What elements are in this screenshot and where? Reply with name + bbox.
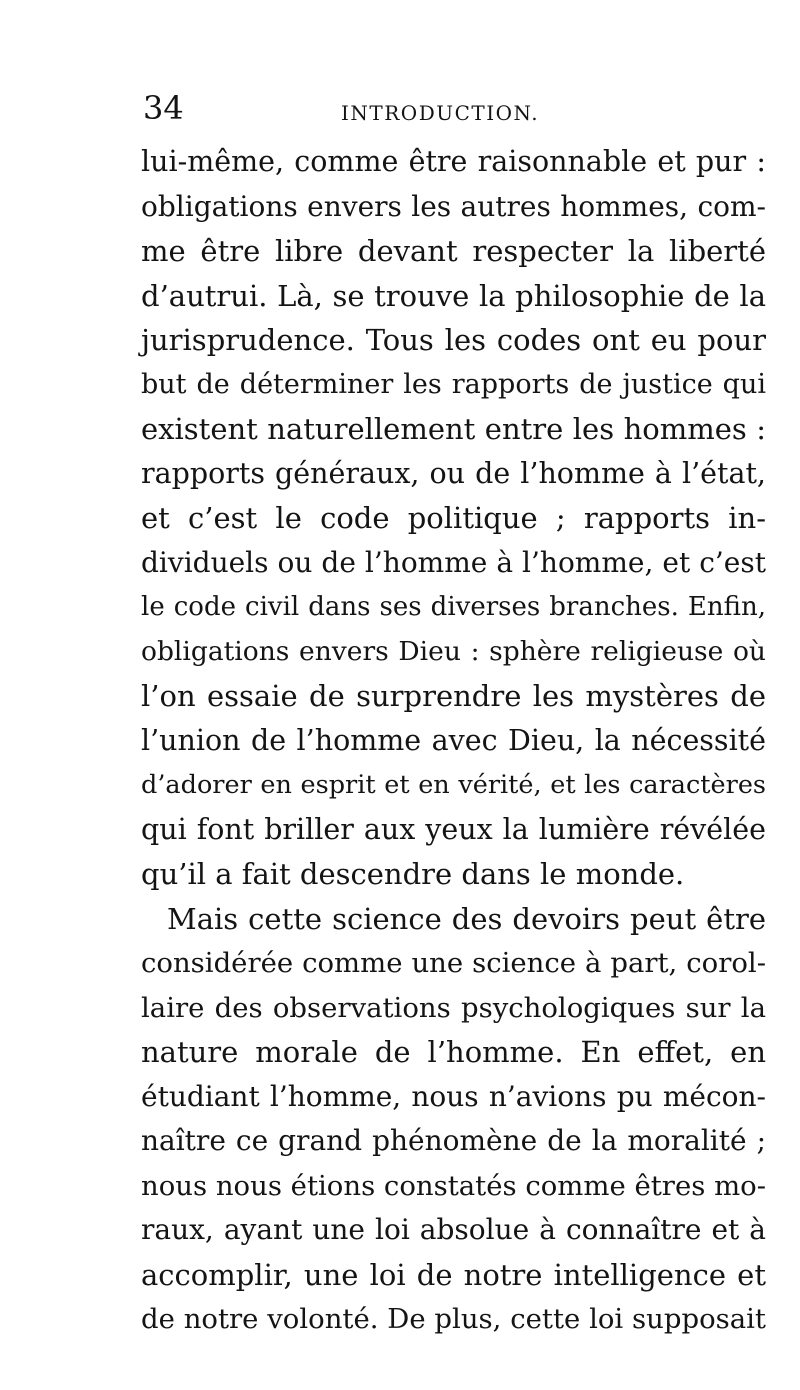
text-line: obligations envers Dieu : sphère religieuse où bbox=[141, 635, 766, 667]
text-line: d’adorer en esprit et en vérité, et les caractères bbox=[141, 770, 766, 800]
page-number: 34 bbox=[143, 89, 184, 127]
page-header bbox=[143, 88, 743, 132]
text-line: qui font briller aux yeux la lumière révélée bbox=[141, 812, 766, 846]
text-line: raux, ayant une loi absolue à connaître et à bbox=[141, 1213, 766, 1246]
text-line: et c’est le code politique ; rapports in- bbox=[141, 501, 766, 535]
text-line: de notre volonté. De plus, cette loi supposait bbox=[141, 1303, 766, 1335]
text-line: l’union de l’homme avec Dieu, la nécessité bbox=[141, 723, 766, 757]
text-line: naître ce grand phénomène de la moralité ; bbox=[141, 1124, 766, 1157]
running-title: INTRODUCTION. bbox=[341, 101, 540, 125]
text-line: le code civil dans ses diverses branches. Enfin, bbox=[141, 592, 766, 622]
text-line: accomplir, une loi de notre intelligence et bbox=[141, 1257, 766, 1292]
text-line: l’on essaie de surprendre les mystères de bbox=[141, 679, 766, 713]
text-line: lui-même, comme être raisonnable et pur : bbox=[141, 145, 766, 178]
text-line: dividuels ou de l’homme à l’homme, et c’est bbox=[141, 545, 766, 579]
text-line: me être libre devant respecter la liberté bbox=[141, 234, 766, 268]
text-line: nous nous étions constatés comme êtres mo- bbox=[141, 1169, 766, 1202]
text-line: laire des observations psychologiques sur la bbox=[141, 991, 766, 1024]
text-line: qu’il a fait descendre dans le monde. bbox=[141, 857, 685, 891]
body-text bbox=[141, 140, 766, 1342]
text-line: but de déterminer les rapports de justice qui bbox=[141, 368, 766, 400]
text-line: étudiant l’homme, nous n’avions pu mécon- bbox=[141, 1079, 766, 1113]
text-line: rapports généraux, ou de l’homme à l’état, bbox=[141, 456, 766, 490]
text-line: Mais cette science des devoirs peut être bbox=[167, 901, 766, 936]
text-line: considérée comme une science à part, corol- bbox=[141, 947, 766, 979]
text-line: jurisprudence. Tous les codes ont eu pour bbox=[141, 323, 766, 357]
text-line: existent naturellement entre les hommes : bbox=[141, 412, 766, 446]
text-line: nature morale de l’homme. En effet, en bbox=[141, 1035, 766, 1069]
text-line: obligations envers les autres hommes, com- bbox=[141, 189, 766, 223]
text-line: d’autrui. Là, se trouve la philosophie de la bbox=[141, 278, 766, 313]
